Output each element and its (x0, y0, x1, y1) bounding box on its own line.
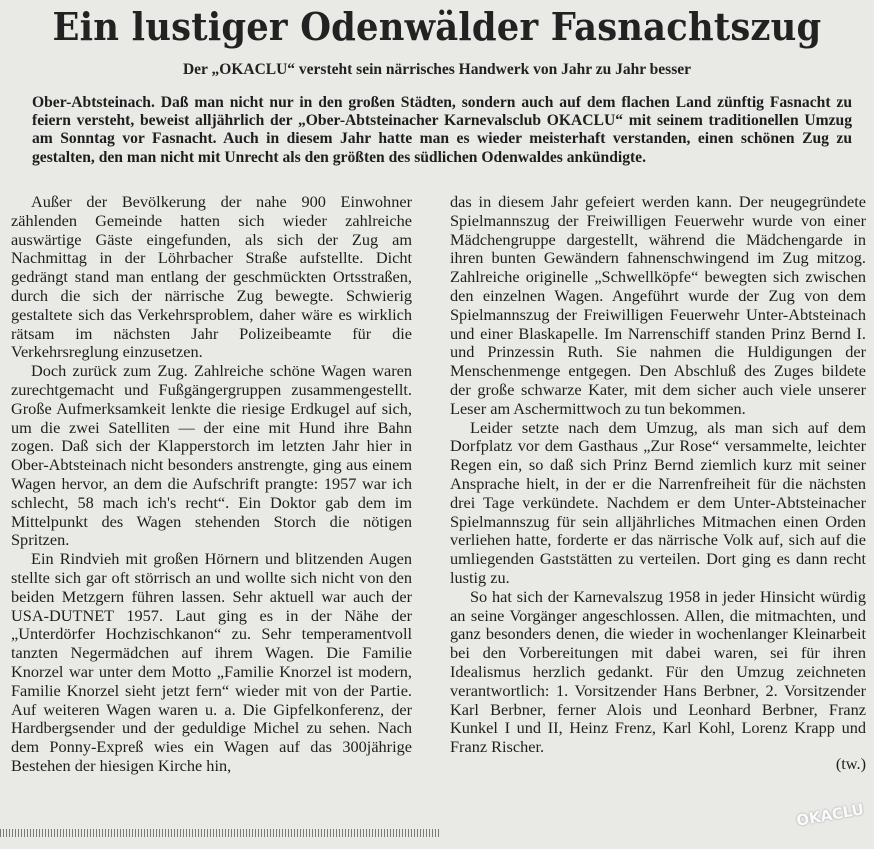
bottom-rule (0, 829, 440, 837)
body-paragraph: So hat sich der Karnevalszug 1958 in jeder Hinsicht würdig an seine Vorgänger angeschlossen. Allen, die mitmachten, und ganz besonders denen, die wieder in wochenlanger Kleinarbeit bei den Vorbereitungen mit dabei waren, sei für ihren Idealismus herzlich gedankt. Für den Umzug zeichneten verantwortlich: 1. Vorsitzender Hans Berbner, 2. Vorsitzender Karl Berbner, ferner Alois und Leonhard Berbner, Franz Kunkel I und II, Heinz Frenz, Karl Kohl, Lorenz Krapp und Franz Rischer. (450, 586, 866, 757)
byline: (tw.) (835, 753, 866, 773)
headline: Ein lustiger Odenwälder Fasnachtszug (52, 4, 822, 49)
body-paragraph: Doch zurück zum Zug. Zahlreiche schöne Wagen waren zurechtgemacht und Fußgängergruppen zusammengestellt. Große Aufmerksamkeit lenkte die riesige Erdkugel auf sich, um die zwei Satelliten — der eine mit Hund ihre Bahn zogen. Daß sich der Klapperstorch im letzten Jahr hier in Ober-Abtsteinach nicht besonders anstrengte, ging aus einem Wagen hervor, an dem die Aufschrift prangte: 1957 war ich schlecht, 58 mach ich's recht“. Ein Doktor gab dem im Mittelpunkt des Wagen stehenden Storch die nötigen Spritzen. (11, 361, 412, 550)
watermark: OKACLU (794, 800, 866, 830)
subheadline: Der „OKACLU“ versteht sein närrisches Handwerk von Jahr zu Jahr besser (182, 61, 692, 78)
body-paragraph: Außer der Bevölkerung der nahe 900 Einwohner zählenden Gemeinde hatten sich wieder zahlreiche auswärtige Gäste eingefunden, als sich der Zug am Nachmittag in der Löhrbacher Straße aufstellte. Dicht gedrängt stand man entlang der geschmückten Ortsstraßen, durch die sich der närrische Zug bewegte. Schwierig gestaltete sich das Verkehrsproblem, daher wäre es wirklich rätsam im nächsten Jahr Polizeibeamte für die Verkehrsreglung einzusetzen. (11, 192, 412, 362)
lead-paragraph: Ober-Abtsteinach. Daß man nicht nur in den großen Städten, sondern auch auf dem flachen Land zünftig Fasnacht zu feiern versteht, beweist alljährlich der „Ober-Abtsteinacher Karnevalsclub OKACLU“ mit seinem traditionellen Umzug am Sonntag vor Fasnacht. Auch in diesem Jahr hatte man es wieder meisterhaft verstanden, einen schönen Zug zu gestalten, den man nicht mit Unrecht als den größten des südlichen Odenwaldes ankündigte. (32, 94, 852, 166)
right-column (450, 193, 866, 774)
body-paragraph-continuation: das in diesem Jahr gefeiert werden kann. Der neugegründete Spielmannszug der Freiwilligen Feuerwehr wurde von einer Mädchengruppe dargestellt, während die Mädchengarde in ihren bunten Gewändern fahnenschwingend im Zug mitzog. Zahlreiche originelle „Schwellköpfe“ bewegten sich zwischen den einzelnen Wagen. Angeführt wurde der Zug von dem Spielmannszug der Freiwilligen Feuerwehr Unter-Abtsteinach und einer Blaskapelle. Im Narrenschiff standen Prinz Bernd I. und Prinzessin Ruth. Sie nahmen die Huldigungen der Menschenmenge entgegen. Den Abschluß des Zuges bildete der große schwarze Kater, mit dem sicher auch viele unserer Leser am Aschermittwoch zu tun bekommen. (450, 192, 866, 418)
body-paragraph: Ein Rindvieh mit großen Hörnern und blitzenden Augen stellte sich gar oft störrisch an und wollte sich nicht von den beiden Metzgern führen lassen. Sehr aktuell war auch der USA-DUTNET 1957. Laut ging es in der Nähe der „Unterdörfer Hochzischkanon“ zu. Sehr temperamentvoll tanzten Negermädchen auf ihrem Wagen. Die Familie Knorzel war unter dem Motto „Familie Knorzel ist modern, Familie Knorzel sieht jetzt fern“ wieder mit von der Partie. Auf weiteren Wagen waren u. a. Die Gipfelkonferenz, der Hardbergsender und der geduldige Michel zu sehen. Nach dem Ponny-Expreß wies ein Wagen auf das 300jährige Bestehen der hiesigen Kirche hin, (11, 549, 412, 775)
body-paragraph: Leider setzte nach dem Umzug, als man sich auf dem Dorfplatz vor dem Gasthaus „Zur Rose“ versammelte, leichter Regen ein, so daß sich Prinz Bernd ziemlich kurz mit seiner Ansprache hielt, in der er die Narrenfreiheit für die nächsten drei Tage verkündete. Nachdem er dem Unter-Abtsteinacher Spielmannszug für sein alljährliches Mitmachen einen Orden verliehen hatte, forderte er das närrische Volk auf, sich auf die umliegenden Gaststätten zu verteilen. Dort ging es dann recht lustig zu. (450, 417, 866, 587)
left-column (11, 193, 412, 776)
